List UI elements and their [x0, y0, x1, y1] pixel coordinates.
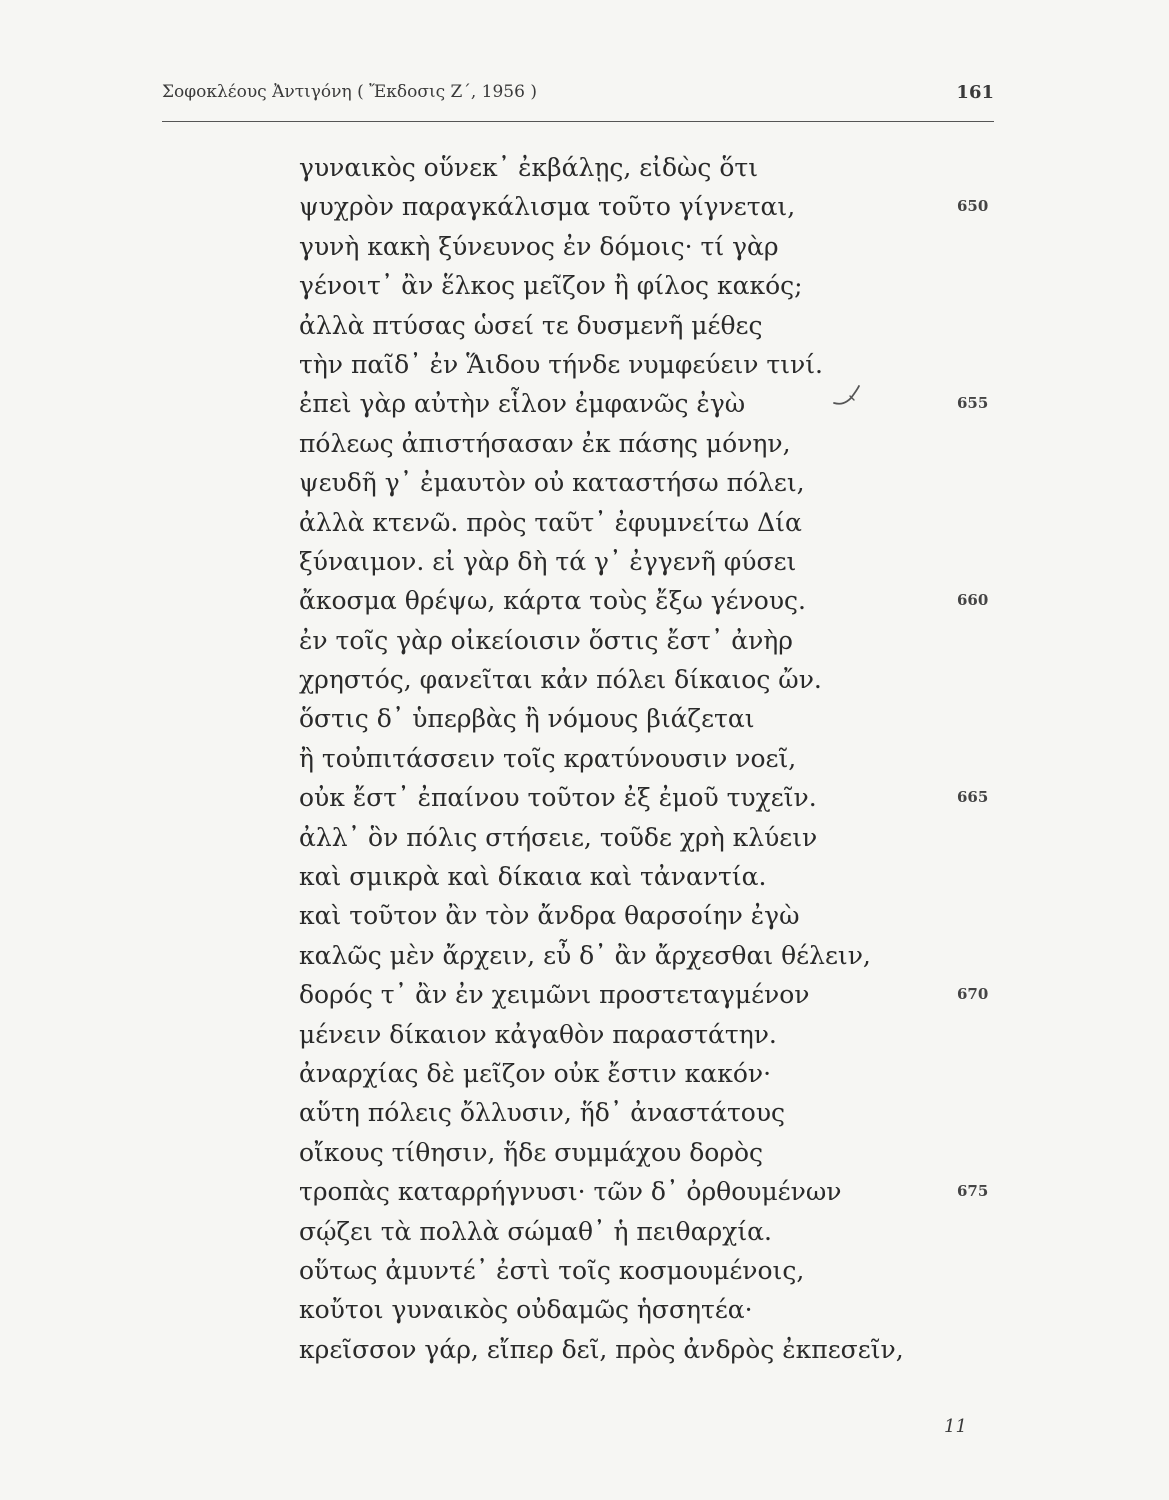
verse-block: [299, 148, 989, 1369]
verse-line: [299, 621, 989, 660]
verse-text: ὅστις δ᾿ ὑπερβὰς ἢ νόμους βιάζεται: [299, 704, 755, 734]
verse-text: καλῶς μὲν ἄρχειν, εὖ δ᾿ ἂν ἄρχεσθαι θέλειν,: [299, 940, 871, 970]
verse-line: [299, 896, 989, 935]
verse-line: [299, 739, 989, 778]
verse-text: ἐπεὶ γὰρ αὐτὴν εἷλον ἐμφανῶς ἐγὼ: [299, 389, 746, 419]
verse-text: ἄκοσμα θρέψω, κάρτα τοὺς ἔξω γένους.: [299, 586, 806, 616]
verse-line: [299, 1330, 989, 1369]
verse-line: [299, 1054, 989, 1093]
verse-text: ψευδῆ γ᾿ ἐμαυτὸν οὐ καταστήσω πόλει,: [299, 468, 805, 498]
verse-line: [299, 818, 989, 857]
verse-text: χρηστός, φανεῖται κἀν πόλει δίκαιος ὤν.: [299, 665, 822, 695]
verse-line: [299, 1172, 989, 1211]
verse-line: [299, 1093, 989, 1132]
verse-text: κοὔτοι γυναικὸς οὐδαμῶς ἡσσητέα·: [299, 1295, 753, 1325]
line-number: 670: [957, 985, 989, 1004]
verse-text: οἴκους τίθησιν, ἥδε συμμάχου δορὸς: [299, 1137, 764, 1167]
verse-text: ἢ τοὐπιτάσσειν τοῖς κρατύνουσιν νοεῖ,: [299, 743, 797, 773]
verse-line: [299, 306, 989, 345]
header-rule: [162, 121, 994, 122]
verse-text: οὐκ ἔστ᾿ ἐπαίνου τοῦτον ἐξ ἐμοῦ τυχεῖν.: [299, 783, 817, 813]
verse-text: γένοιτ᾿ ἂν ἕλκος μεῖζον ἢ φίλος κακός;: [299, 271, 803, 301]
verse-line: [299, 936, 989, 975]
verse-text: οὕτως ἀμυντέ᾿ ἐστὶ τοῖς κοσμουμένοις,: [299, 1255, 805, 1285]
line-number: 675: [957, 1182, 989, 1201]
verse-text: ἀλλ᾿ ὃν πόλις στήσειε, τοῦδε χρὴ κλύειν: [299, 822, 818, 852]
verse-text: γυναικὸς οὕνεκ᾿ ἐκβάλῃς, εἰδὼς ὅτι: [299, 153, 759, 182]
verse-text: τροπὰς καταρρήγνυσι· τῶν δ᾿ ὀρθουμένων: [299, 1177, 842, 1207]
verse-line: [299, 1251, 989, 1290]
verse-text: κρεῖσσον γάρ, εἴπερ δεῖ, πρὸς ἀνδρὸς ἐκπεσεῖν,: [299, 1334, 904, 1364]
verse-line: [299, 857, 989, 896]
verse-text: δορός τ᾿ ἂν ἐν χειμῶνι προστεταγμένον: [299, 980, 810, 1010]
verse-line: [299, 542, 989, 581]
verse-line: [299, 1015, 989, 1054]
verse-text: ἀλλὰ πτύσας ὡσεί τε δυσμενῆ μέθες: [299, 310, 763, 340]
verse-text: ἐν τοῖς γὰρ οἰκείοισιν ὅστις ἔστ᾿ ἀνὴρ: [299, 625, 793, 655]
verse-text: καὶ σμικρὰ καὶ δίκαια καὶ τἀναντία.: [299, 862, 767, 892]
verse-line: [299, 1290, 989, 1329]
line-number: 650: [957, 197, 989, 216]
verse-text: ἀλλὰ κτενῶ. πρὸς ταῦτ᾿ ἐφυμνείτω Δία: [299, 507, 802, 537]
verse-text: γυνὴ κακὴ ξύνευνος ἐν δόμοις· τί γὰρ: [299, 231, 779, 261]
verse-line: [299, 266, 989, 305]
page-number: 161: [956, 82, 994, 103]
verse-text: ξύναιμον. εἰ γὰρ δὴ τά γ᾿ ἐγγενῆ φύσει: [299, 546, 797, 576]
signature-mark: 11: [944, 1416, 967, 1437]
line-number: 665: [957, 788, 989, 807]
verse-line: [299, 148, 989, 187]
verse-line: [299, 345, 989, 384]
line-number: 660: [957, 591, 989, 610]
verse-line: [299, 424, 989, 463]
verse-text: καὶ τοῦτον ἂν τὸν ἄνδρα θαρσοίην ἐγὼ: [299, 901, 800, 931]
verse-text: μένειν δίκαιον κἀγαθὸν παραστάτην.: [299, 1019, 777, 1049]
running-head: [162, 82, 994, 110]
verse-line: [299, 975, 989, 1014]
verse-line: [299, 660, 989, 699]
pencil-check-mark: [832, 384, 862, 408]
verse-line: [299, 699, 989, 738]
verse-text: πόλεως ἀπιστήσασαν ἐκ πάσης μόνην,: [299, 428, 791, 458]
verse-line: [299, 581, 989, 620]
verse-line: [299, 463, 989, 502]
verse-text: αὕτη πόλεις ὄλλυσιν, ἥδ᾿ ἀναστάτους: [299, 1098, 786, 1128]
verse-text: ψυχρὸν παραγκάλισμα τοῦτο γίγνεται,: [299, 192, 796, 222]
verse-text: ἀναρχίας δὲ μεῖζον οὐκ ἔστιν κακόν·: [299, 1058, 772, 1088]
verse-line: [299, 1212, 989, 1251]
running-head-title: Σοφοκλέους Ἀντιγόνη ( Ἔκδοσις Ζ΄, 1956 ): [162, 82, 537, 102]
verse-line: [299, 1133, 989, 1172]
verse-line: [299, 187, 989, 226]
verse-line: [299, 384, 989, 423]
verse-line: [299, 503, 989, 542]
verse-line: [299, 778, 989, 817]
line-number: 655: [957, 394, 989, 413]
verse-line: [299, 227, 989, 266]
verse-text: σῴζει τὰ πολλὰ σώμαθ᾿ ἡ πειθαρχία.: [299, 1216, 772, 1246]
verse-text: τὴν παῖδ᾿ ἐν Ἅιδου τήνδε νυμφεύειν τινί.: [299, 349, 823, 379]
